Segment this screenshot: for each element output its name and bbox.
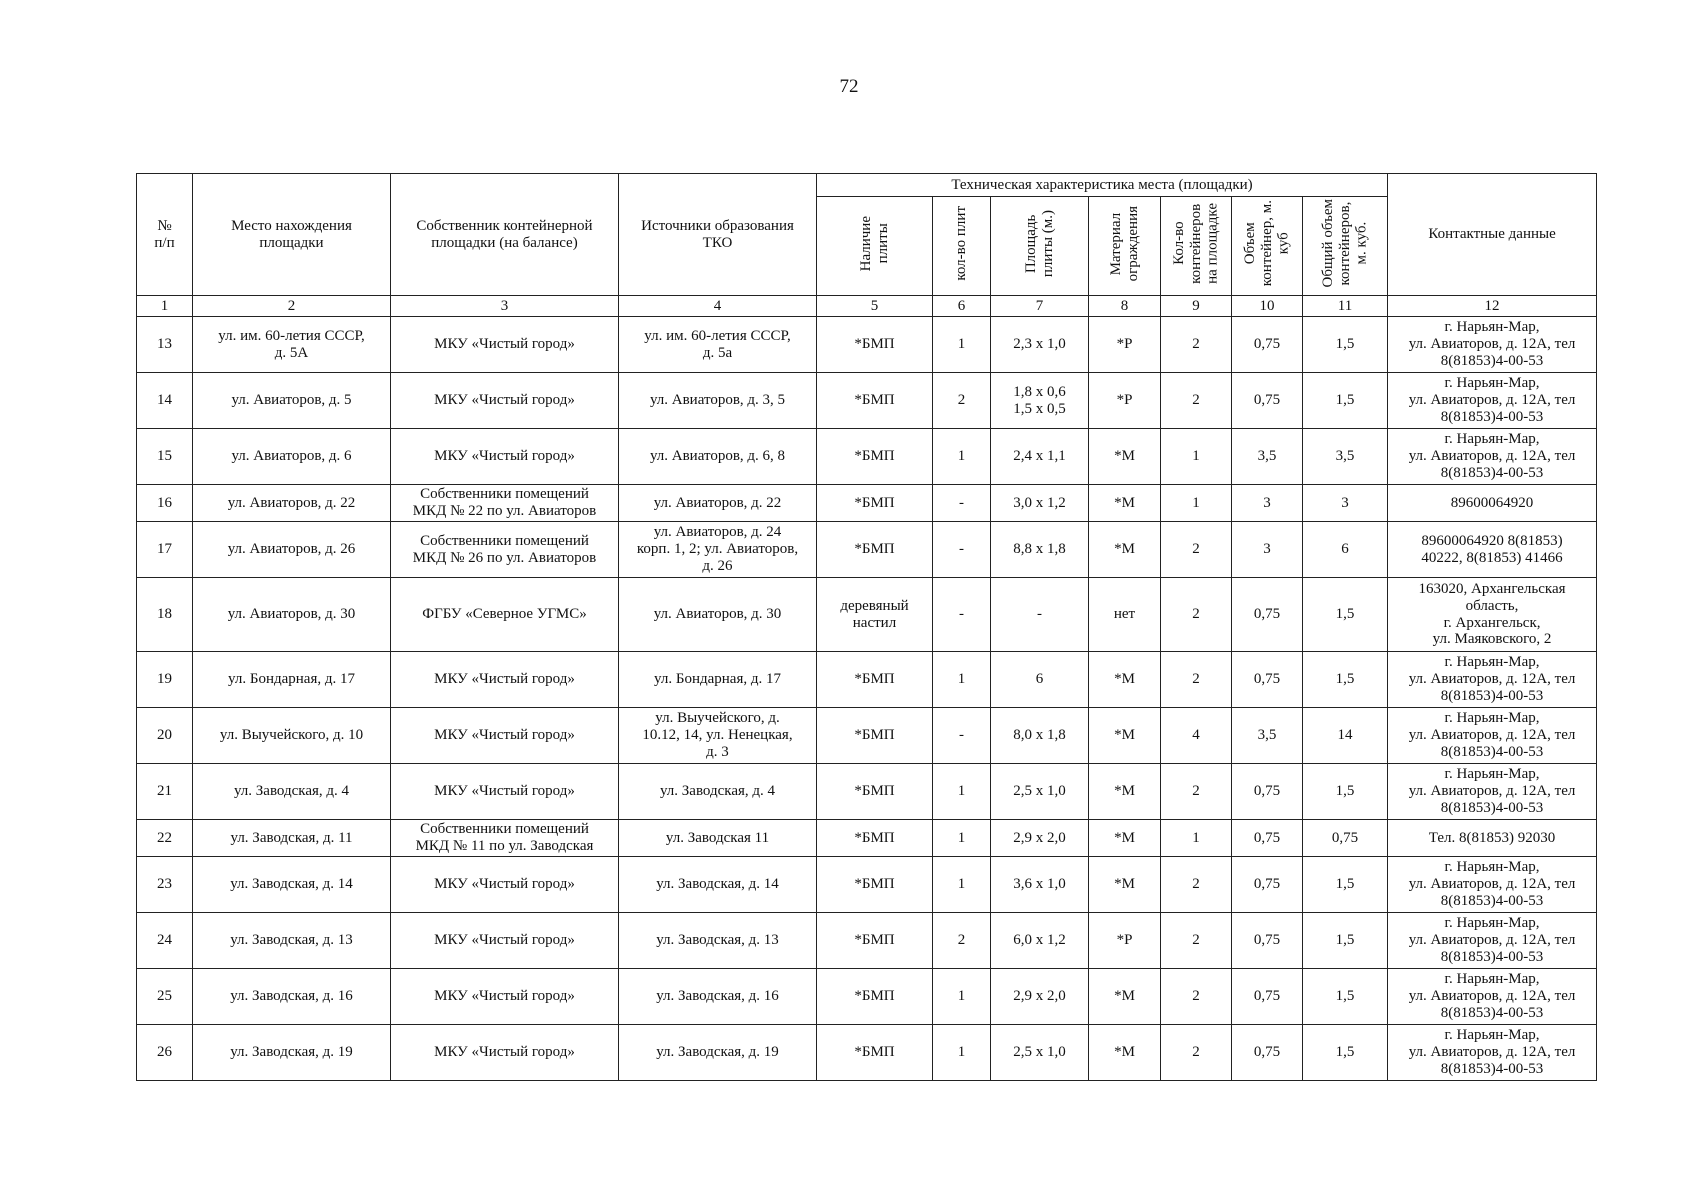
header-owner: Собственник контейнерной площадки (на балансе) — [391, 174, 619, 296]
contacts-cell: 89600064920 8(81853) 40222, 8(81853) 41466 — [1388, 522, 1597, 578]
total-volume-cell: 1,5 — [1303, 969, 1388, 1025]
total-volume-cell: 1,5 — [1303, 578, 1388, 652]
fence-cell: *М — [1089, 969, 1161, 1025]
row-number: 19 — [137, 652, 193, 708]
slab-cell: *БМП — [817, 485, 933, 522]
table-row — [137, 913, 1597, 969]
slab-count-cell: - — [933, 485, 991, 522]
contacts-cell: 89600064920 — [1388, 485, 1597, 522]
table-row — [137, 373, 1597, 429]
owner-cell: МКУ «Чистый город» — [391, 708, 619, 764]
sources-cell: ул. Авиаторов, д. 3, 5 — [619, 373, 817, 429]
total-volume-cell: 1,5 — [1303, 652, 1388, 708]
fence-cell: *Р — [1089, 913, 1161, 969]
total-volume-cell: 3 — [1303, 485, 1388, 522]
slab-cell: *БМП — [817, 913, 933, 969]
slab-cell: *БМП — [817, 317, 933, 373]
header-sources: Источники образования ТКО — [619, 174, 817, 296]
fence-cell: *М — [1089, 485, 1161, 522]
containers-cell: 2 — [1161, 373, 1232, 429]
slab-cell: *БМП — [817, 764, 933, 820]
contacts-cell: Тел. 8(81853) 92030 — [1388, 820, 1597, 857]
area-cell: 2,3 x 1,0 — [991, 317, 1089, 373]
column-number: 4 — [619, 296, 817, 317]
containers-cell: 2 — [1161, 913, 1232, 969]
column-number: 6 — [933, 296, 991, 317]
header-area: Площадь плиты (м.) — [1022, 209, 1056, 278]
header-fence: Материал ограждения — [1107, 205, 1141, 282]
row-number: 26 — [137, 1025, 193, 1081]
header-location: Место нахождения площадки — [193, 174, 391, 296]
table-row — [137, 522, 1597, 578]
total-volume-cell: 14 — [1303, 708, 1388, 764]
total-volume-cell: 3,5 — [1303, 429, 1388, 485]
container-sites-table — [136, 173, 1597, 1081]
header-volume: Объем контейнер, м. куб — [1241, 200, 1292, 287]
sources-cell: ул. Авиаторов, д. 6, 8 — [619, 429, 817, 485]
header-total-volume-cell — [1303, 197, 1388, 296]
location-cell: ул. Заводская, д. 16 — [193, 969, 391, 1025]
area-cell: 6 — [991, 652, 1089, 708]
owner-cell: МКУ «Чистый город» — [391, 969, 619, 1025]
header-containers: Кол-во контейнеров на площадке — [1170, 203, 1221, 284]
fence-cell: *М — [1089, 429, 1161, 485]
sources-cell: ул. Бондарная, д. 17 — [619, 652, 817, 708]
fence-cell: *Р — [1089, 317, 1161, 373]
table-row — [137, 578, 1597, 652]
owner-cell: Собственники помещений МКД № 22 по ул. Авиаторов — [391, 485, 619, 522]
owner-cell: МКУ «Чистый город» — [391, 857, 619, 913]
area-cell: 3,0 x 1,2 — [991, 485, 1089, 522]
fence-cell: *М — [1089, 1025, 1161, 1081]
slab-cell: *БМП — [817, 969, 933, 1025]
total-volume-cell: 0,75 — [1303, 820, 1388, 857]
slab-count-cell: 2 — [933, 373, 991, 429]
table-row — [137, 764, 1597, 820]
total-volume-cell: 1,5 — [1303, 317, 1388, 373]
header-area-cell — [991, 197, 1089, 296]
row-number: 14 — [137, 373, 193, 429]
slab-count-cell: 1 — [933, 857, 991, 913]
fence-cell: *М — [1089, 652, 1161, 708]
area-cell: 2,4 x 1,1 — [991, 429, 1089, 485]
owner-cell: МКУ «Чистый город» — [391, 373, 619, 429]
row-number: 13 — [137, 317, 193, 373]
sources-cell: ул. Авиаторов, д. 22 — [619, 485, 817, 522]
table-body — [137, 296, 1597, 1081]
location-cell: ул. Бондарная, д. 17 — [193, 652, 391, 708]
column-number: 3 — [391, 296, 619, 317]
location-cell: ул. Заводская, д. 19 — [193, 1025, 391, 1081]
contacts-cell: г. Нарьян-Мар, ул. Авиаторов, д. 12А, тел 8(81853)4-00-53 — [1388, 969, 1597, 1025]
sources-cell: ул. Заводская, д. 4 — [619, 764, 817, 820]
area-cell: - — [991, 578, 1089, 652]
location-cell: ул. Выучейского, д. 10 — [193, 708, 391, 764]
header-volume-cell — [1232, 197, 1303, 296]
contacts-cell: г. Нарьян-Мар, ул. Авиаторов, д. 12А, тел 8(81853)4-00-53 — [1388, 857, 1597, 913]
area-cell: 2,9 x 2,0 — [991, 820, 1089, 857]
sources-cell: ул. Заводская 11 — [619, 820, 817, 857]
contacts-cell: г. Нарьян-Мар, ул. Авиаторов, д. 12А, тел 8(81853)4-00-53 — [1388, 317, 1597, 373]
location-cell: ул. Авиаторов, д. 6 — [193, 429, 391, 485]
slab-cell: *БМП — [817, 652, 933, 708]
row-number: 23 — [137, 857, 193, 913]
slab-count-cell: - — [933, 522, 991, 578]
sources-cell: ул. Заводская, д. 14 — [619, 857, 817, 913]
row-number: 17 — [137, 522, 193, 578]
row-number: 18 — [137, 578, 193, 652]
row-number: 22 — [137, 820, 193, 857]
slab-count-cell: 1 — [933, 317, 991, 373]
header-num: № п/п — [137, 174, 193, 296]
slab-cell: *БМП — [817, 373, 933, 429]
table-row — [137, 429, 1597, 485]
owner-cell: МКУ «Чистый город» — [391, 652, 619, 708]
row-number: 16 — [137, 485, 193, 522]
slab-cell: *БМП — [817, 708, 933, 764]
fence-cell: *Р — [1089, 373, 1161, 429]
slab-count-cell: 1 — [933, 429, 991, 485]
total-volume-cell: 1,5 — [1303, 373, 1388, 429]
contacts-cell: г. Нарьян-Мар, ул. Авиаторов, д. 12А, тел 8(81853)4-00-53 — [1388, 429, 1597, 485]
volume-cell: 3 — [1232, 522, 1303, 578]
fence-cell: *М — [1089, 820, 1161, 857]
containers-cell: 1 — [1161, 485, 1232, 522]
slab-cell: деревяный настил — [817, 578, 933, 652]
table-row — [137, 1025, 1597, 1081]
sources-cell: ул. им. 60-летия СССР, д. 5а — [619, 317, 817, 373]
area-cell: 8,0 x 1,8 — [991, 708, 1089, 764]
total-volume-cell: 1,5 — [1303, 1025, 1388, 1081]
owner-cell: МКУ «Чистый город» — [391, 1025, 619, 1081]
row-number: 25 — [137, 969, 193, 1025]
volume-cell: 0,75 — [1232, 373, 1303, 429]
containers-cell: 2 — [1161, 857, 1232, 913]
volume-cell: 0,75 — [1232, 820, 1303, 857]
row-number: 15 — [137, 429, 193, 485]
header-slab-count: кол-во плит — [953, 206, 970, 281]
volume-cell: 0,75 — [1232, 578, 1303, 652]
header-slab-cell — [817, 197, 933, 296]
owner-cell: МКУ «Чистый город» — [391, 317, 619, 373]
containers-cell: 2 — [1161, 969, 1232, 1025]
table-row — [137, 820, 1597, 857]
row-number: 24 — [137, 913, 193, 969]
owner-cell: МКУ «Чистый город» — [391, 429, 619, 485]
column-number: 10 — [1232, 296, 1303, 317]
containers-cell: 2 — [1161, 578, 1232, 652]
location-cell: ул. Авиаторов, д. 5 — [193, 373, 391, 429]
containers-cell: 2 — [1161, 652, 1232, 708]
table-row — [137, 652, 1597, 708]
table-row — [137, 708, 1597, 764]
slab-cell: *БМП — [817, 429, 933, 485]
containers-cell: 2 — [1161, 764, 1232, 820]
column-number: 9 — [1161, 296, 1232, 317]
column-number: 11 — [1303, 296, 1388, 317]
page-number: 72 — [839, 76, 859, 97]
slab-count-cell: - — [933, 708, 991, 764]
table-row — [137, 485, 1597, 522]
contacts-cell: 163020, Архангельская область, г. Архангельск, ул. Маяковского, 2 — [1388, 578, 1597, 652]
volume-cell: 0,75 — [1232, 857, 1303, 913]
area-cell: 8,8 x 1,8 — [991, 522, 1089, 578]
contacts-cell: г. Нарьян-Мар, ул. Авиаторов, д. 12А, тел 8(81853)4-00-53 — [1388, 652, 1597, 708]
location-cell: ул. Заводская, д. 4 — [193, 764, 391, 820]
sources-cell: ул. Авиаторов, д. 24 корп. 1, 2; ул. Авиаторов, д. 26 — [619, 522, 817, 578]
owner-cell: ФГБУ «Северное УГМС» — [391, 578, 619, 652]
header-containers-cell — [1161, 197, 1232, 296]
header-fence-cell — [1089, 197, 1161, 296]
total-volume-cell: 6 — [1303, 522, 1388, 578]
volume-cell: 0,75 — [1232, 317, 1303, 373]
volume-cell: 0,75 — [1232, 652, 1303, 708]
slab-count-cell: 1 — [933, 652, 991, 708]
slab-cell: *БМП — [817, 857, 933, 913]
volume-cell: 3 — [1232, 485, 1303, 522]
header-slab-count-cell — [933, 197, 991, 296]
total-volume-cell: 1,5 — [1303, 857, 1388, 913]
location-cell: ул. Авиаторов, д. 26 — [193, 522, 391, 578]
column-number: 8 — [1089, 296, 1161, 317]
slab-count-cell: - — [933, 578, 991, 652]
volume-cell: 0,75 — [1232, 1025, 1303, 1081]
total-volume-cell: 1,5 — [1303, 913, 1388, 969]
slab-cell: *БМП — [817, 1025, 933, 1081]
fence-cell: *М — [1089, 857, 1161, 913]
containers-cell: 4 — [1161, 708, 1232, 764]
sources-cell: ул. Заводская, д. 19 — [619, 1025, 817, 1081]
header-contacts: Контактные данные — [1388, 174, 1597, 296]
column-number: 5 — [817, 296, 933, 317]
volume-cell: 0,75 — [1232, 969, 1303, 1025]
fence-cell: нет — [1089, 578, 1161, 652]
column-number: 12 — [1388, 296, 1597, 317]
fence-cell: *М — [1089, 764, 1161, 820]
location-cell: ул. Авиаторов, д. 22 — [193, 485, 391, 522]
sources-cell: ул. Авиаторов, д. 30 — [619, 578, 817, 652]
column-number: 7 — [991, 296, 1089, 317]
sources-cell: ул. Заводская, д. 13 — [619, 913, 817, 969]
volume-cell: 0,75 — [1232, 764, 1303, 820]
owner-cell: МКУ «Чистый город» — [391, 913, 619, 969]
table-row — [137, 969, 1597, 1025]
contacts-cell: г. Нарьян-Мар, ул. Авиаторов, д. 12А, тел 8(81853)4-00-53 — [1388, 764, 1597, 820]
volume-cell: 0,75 — [1232, 913, 1303, 969]
area-cell: 2,5 x 1,0 — [991, 1025, 1089, 1081]
slab-count-cell: 2 — [933, 913, 991, 969]
owner-cell: Собственники помещений МКД № 11 по ул. Заводская — [391, 820, 619, 857]
slab-cell: *БМП — [817, 522, 933, 578]
table-row — [137, 317, 1597, 373]
column-number-row — [137, 296, 1597, 317]
containers-cell: 1 — [1161, 820, 1232, 857]
containers-cell: 2 — [1161, 317, 1232, 373]
location-cell: ул. Заводская, д. 14 — [193, 857, 391, 913]
containers-cell: 1 — [1161, 429, 1232, 485]
location-cell: ул. Заводская, д. 11 — [193, 820, 391, 857]
owner-cell: Собственники помещений МКД № 26 по ул. Авиаторов — [391, 522, 619, 578]
area-cell: 2,9 x 2,0 — [991, 969, 1089, 1025]
owner-cell: МКУ «Чистый город» — [391, 764, 619, 820]
sources-cell: ул. Заводская, д. 16 — [619, 969, 817, 1025]
area-cell: 6,0 x 1,2 — [991, 913, 1089, 969]
header-slab: Наличие плиты — [857, 215, 891, 272]
slab-cell: *БМП — [817, 820, 933, 857]
area-cell: 1,8 x 0,6 1,5 x 0,5 — [991, 373, 1089, 429]
total-volume-cell: 1,5 — [1303, 764, 1388, 820]
contacts-cell: г. Нарьян-Мар, ул. Авиаторов, д. 12А, тел 8(81853)4-00-53 — [1388, 708, 1597, 764]
sources-cell: ул. Выучейского, д. 10.12, 14, ул. Ненецкая, д. 3 — [619, 708, 817, 764]
contacts-cell: г. Нарьян-Мар, ул. Авиаторов, д. 12А, тел 8(81853)4-00-53 — [1388, 913, 1597, 969]
column-number: 1 — [137, 296, 193, 317]
header-tech-group: Техническая характеристика места (площадки) — [817, 174, 1388, 197]
volume-cell: 3,5 — [1232, 708, 1303, 764]
slab-count-cell: 1 — [933, 764, 991, 820]
location-cell: ул. им. 60-летия СССР, д. 5А — [193, 317, 391, 373]
volume-cell: 3,5 — [1232, 429, 1303, 485]
location-cell: ул. Авиаторов, д. 30 — [193, 578, 391, 652]
slab-count-cell: 1 — [933, 820, 991, 857]
slab-count-cell: 1 — [933, 969, 991, 1025]
containers-cell: 2 — [1161, 1025, 1232, 1081]
contacts-cell: г. Нарьян-Мар, ул. Авиаторов, д. 12А, тел 8(81853)4-00-53 — [1388, 1025, 1597, 1081]
row-number: 20 — [137, 708, 193, 764]
area-cell: 3,6 x 1,0 — [991, 857, 1089, 913]
header-total-volume: Общий объем контейнеров, м. куб. — [1319, 199, 1370, 288]
column-number: 2 — [193, 296, 391, 317]
row-number: 21 — [137, 764, 193, 820]
slab-count-cell: 1 — [933, 1025, 991, 1081]
fence-cell: *М — [1089, 522, 1161, 578]
contacts-cell: г. Нарьян-Мар, ул. Авиаторов, д. 12А, тел 8(81853)4-00-53 — [1388, 373, 1597, 429]
table-row — [137, 857, 1597, 913]
location-cell: ул. Заводская, д. 13 — [193, 913, 391, 969]
area-cell: 2,5 x 1,0 — [991, 764, 1089, 820]
containers-cell: 2 — [1161, 522, 1232, 578]
fence-cell: *М — [1089, 708, 1161, 764]
